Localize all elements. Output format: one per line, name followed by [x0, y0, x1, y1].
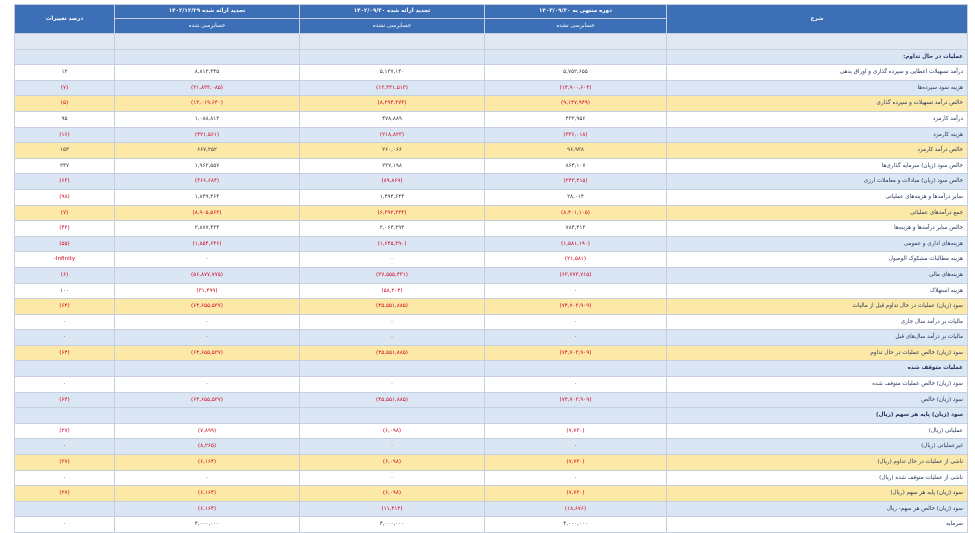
- row-change-percent: (۶۳): [15, 174, 115, 190]
- income-statement-table-container: [14, 4, 967, 533]
- row-value-current: [485, 361, 667, 377]
- table-row: [15, 174, 968, 190]
- row-value-restated-2: ۲,۸۷۷,۴۳۴: [115, 221, 300, 237]
- row-value-restated-2: ۶۶۷,۲۵۲: [115, 143, 300, 159]
- row-change-percent: ۱۰۰: [15, 283, 115, 299]
- row-value-restated-1: ۰: [300, 470, 485, 486]
- row-change-percent: ۰: [15, 439, 115, 455]
- table-row: [15, 455, 968, 471]
- row-description: خالص درآمد کارمزد: [667, 143, 968, 159]
- row-change-percent: (۶۴): [15, 345, 115, 361]
- row-value-restated-1: ۵,۱۳۷,۱۴۰: [300, 65, 485, 81]
- table-row: [15, 377, 968, 393]
- row-change-percent: [15, 49, 115, 65]
- row-description: ناشی از عملیات متوقف شده (ریال): [667, 470, 968, 486]
- row-description: مالیات بر درآمد سال جاری: [667, 314, 968, 330]
- table-row: [15, 221, 968, 237]
- row-description: سود (زیان) خالص: [667, 392, 968, 408]
- row-value-restated-1: ۲,۰۶۴,۳۹۴: [300, 221, 485, 237]
- row-change-percent: ۹۵: [15, 111, 115, 127]
- row-change-percent: ۱۵۳: [15, 143, 115, 159]
- row-value-current: ۴,۰۰۰,۰۰۰: [485, 517, 667, 533]
- row-value-restated-1: (۴۵,۵۵۱,۸۸۵): [300, 345, 485, 361]
- row-change-percent: (۱۶): [15, 127, 115, 143]
- row-change-percent: ۲۴۷: [15, 158, 115, 174]
- row-change-percent: (۶۴): [15, 392, 115, 408]
- row-value-restated-1: ۰: [300, 314, 485, 330]
- row-value-current: ۰: [485, 314, 667, 330]
- row-change-percent: ۰: [15, 470, 115, 486]
- row-value-restated-1: ۲۶۰,۰۶۶: [300, 143, 485, 159]
- row-value-restated-2: (۸,۹۰۵,۵۶۳): [115, 205, 300, 221]
- row-value-current: ۰: [485, 330, 667, 346]
- row-value-current: (۶۳,۷۷۳,۷۱۵): [485, 267, 667, 283]
- row-value-restated-2: ۰: [115, 377, 300, 393]
- row-value-current: (۲۱,۵۸۱): [485, 252, 667, 268]
- row-description: خالص درآمد تسهیلات و سپرده گذاری: [667, 96, 968, 112]
- row-change-percent: ۰: [15, 314, 115, 330]
- row-value-restated-2: (۱,۸۵۴,۶۴۶): [115, 236, 300, 252]
- table-row: [15, 423, 968, 439]
- row-value-restated-2: (۶,۱۶۴): [115, 501, 300, 517]
- row-description: ناشی از عملیات در حال تداوم (ریال): [667, 455, 968, 471]
- row-value-restated-2: ۸,۸۱۳,۴۴۵: [115, 65, 300, 81]
- row-change-percent: ۰: [15, 377, 115, 393]
- row-value-current: ۰: [485, 439, 667, 455]
- row-value-restated-1: ۲۳۷,۱۹۸: [300, 158, 485, 174]
- row-value-current: [485, 34, 667, 50]
- row-value-restated-2: (۷,۸۹۹): [115, 423, 300, 439]
- table-row: [15, 361, 968, 377]
- row-description: عملیاتی (ریال): [667, 423, 968, 439]
- row-value-restated-2: ۰: [115, 330, 300, 346]
- table-row: [15, 158, 968, 174]
- table-row: [15, 34, 968, 50]
- row-value-current: (۷,۷۳۰): [485, 423, 667, 439]
- row-value-restated-2: (۶,۱۶۴): [115, 455, 300, 471]
- row-value-restated-2: (۶۴,۶۵۵,۵۳۷): [115, 299, 300, 315]
- table-row: [15, 283, 968, 299]
- row-value-restated-1: (۸۹,۸۶۹): [300, 174, 485, 190]
- row-value-current: (۳۳۶,۰۱۸): [485, 127, 667, 143]
- row-value-restated-2: [115, 408, 300, 424]
- table-row: [15, 252, 968, 268]
- header-period-restated-2: تجدید ارائه شده ۱۴۰۲/۱۲/۲۹: [115, 5, 300, 19]
- row-description: خالص سود (زیان) مبادلات و معاملات ارزی: [667, 174, 968, 190]
- row-change-percent: (۲۷): [15, 423, 115, 439]
- row-value-current: ۷۸۴,۴۱۳: [485, 221, 667, 237]
- row-description: عملیات در حال تداوم:: [667, 49, 968, 65]
- row-change-percent: (۴۲): [15, 221, 115, 237]
- row-description: سرمایه: [667, 517, 968, 533]
- row-value-restated-1: (۸,۲۹۴,۳۷۳): [300, 96, 485, 112]
- income-statement-table: [14, 4, 968, 533]
- row-change-percent: (۷): [15, 80, 115, 96]
- row-description: سود (زیان) پایه هر سهم (ریال): [667, 486, 968, 502]
- row-value-current: (۷۴,۷۰۳,۹۰۹): [485, 299, 667, 315]
- table-row: [15, 49, 968, 65]
- row-value-restated-2: (۳۱,۴۹۹): [115, 283, 300, 299]
- row-value-current: (۷,۷۳۰): [485, 486, 667, 502]
- row-change-percent: ۱۲: [15, 65, 115, 81]
- row-change-percent: [15, 34, 115, 50]
- row-value-restated-1: ۰: [300, 330, 485, 346]
- table-row: [15, 314, 968, 330]
- header-period-restated-1: تجدید ارائه شده ۱۴۰۲/۰۹/۳۰: [300, 5, 485, 19]
- row-value-restated-2: ۴,۰۰۰,۰۰۰: [115, 517, 300, 533]
- table-row: [15, 439, 968, 455]
- header-row: [15, 5, 968, 19]
- row-value-restated-1: (۱,۶۴۵,۳۹۰): [300, 236, 485, 252]
- row-value-current: (۱۴,۹۰۰,۶۰۴): [485, 80, 667, 96]
- header-audit-status-restated-1: حسابرسی نشده: [300, 19, 485, 34]
- table-row: [15, 80, 968, 96]
- row-value-restated-1: (۵۸,۳۰۴): [300, 283, 485, 299]
- row-value-current: (۱۸,۶۷۶): [485, 501, 667, 517]
- row-value-restated-1: [300, 361, 485, 377]
- row-change-percent: [15, 408, 115, 424]
- row-value-restated-1: (۱۱,۴۱۳): [300, 501, 485, 517]
- row-description: غیرعملیاتی (ریال): [667, 439, 968, 455]
- row-change-percent: ۰: [15, 330, 115, 346]
- row-value-restated-1: (۳۷,۵۵۵,۴۳۱): [300, 267, 485, 283]
- row-description: عملیات متوقف شده: [667, 361, 968, 377]
- row-change-percent: [15, 501, 115, 517]
- table-row: [15, 189, 968, 205]
- row-value-restated-2: ۰: [115, 314, 300, 330]
- row-value-restated-2: [115, 361, 300, 377]
- row-value-current: ۰: [485, 283, 667, 299]
- row-value-current: (۷,۷۳۰): [485, 455, 667, 471]
- row-description: هزینه‌های مالی: [667, 267, 968, 283]
- header-description: شرح: [667, 5, 968, 34]
- table-row: [15, 345, 968, 361]
- row-value-restated-1: (۶,۰۹۸): [300, 423, 485, 439]
- row-description: سایر درآمدها و هزینه‌های عملیاتی: [667, 189, 968, 205]
- row-description: خالص سایر درآمدها و هزینه‌ها: [667, 221, 968, 237]
- row-value-restated-1: (۶,۳۹۲,۳۳۴): [300, 205, 485, 221]
- row-value-restated-2: (۴۲۱,۵۶۱): [115, 127, 300, 143]
- row-value-current: ۸۶۴,۱۰۷: [485, 158, 667, 174]
- row-value-restated-2: (۳۶۶,۶۸۴): [115, 174, 300, 190]
- row-value-restated-2: ۰: [115, 252, 300, 268]
- row-value-restated-1: ۰: [300, 377, 485, 393]
- row-value-restated-2: [115, 49, 300, 65]
- row-value-restated-2: (۶۴,۶۵۵,۵۳۷): [115, 392, 300, 408]
- row-value-current: [485, 49, 667, 65]
- row-value-restated-1: (۴۵,۵۵۱,۸۸۵): [300, 299, 485, 315]
- table-row: [15, 392, 968, 408]
- row-value-current: ۰: [485, 470, 667, 486]
- row-description: [667, 34, 968, 50]
- row-value-restated-2: ۱,۰۸۸,۸۱۳: [115, 111, 300, 127]
- row-value-restated-2: (۶,۱۶۴): [115, 486, 300, 502]
- row-value-restated-2: (۱۳,۰۱۹,۶۴۰): [115, 96, 300, 112]
- row-description: هزینه کارمزد: [667, 127, 968, 143]
- table-row: [15, 486, 968, 502]
- row-value-current: (۹,۱۴۷,۹۴۹): [485, 96, 667, 112]
- header-audit-status-current: حسابرسی نشده: [485, 19, 667, 34]
- row-value-restated-1: ۰: [300, 439, 485, 455]
- table-row: [15, 96, 968, 112]
- row-description: سود (زیان) خالص عملیات متوقف شده: [667, 377, 968, 393]
- row-value-restated-2: ۱,۹۶۳,۵۵۷: [115, 158, 300, 174]
- table-row: [15, 236, 968, 252]
- row-description: سود (زیان) عملیات در حال تداوم قبل از مالیات: [667, 299, 968, 315]
- row-change-percent: Infinity-: [15, 252, 115, 268]
- row-value-current: ۲۸,۰۱۴: [485, 189, 667, 205]
- row-value-current: (۲۴۳,۲۱۵): [485, 174, 667, 190]
- row-change-percent: (۲۷): [15, 486, 115, 502]
- row-description: درآمد تسهیلات اعطایی و سپرده گذاری و اوراق بدهی: [667, 65, 968, 81]
- row-value-current: (۸,۴۰۱,۱۰۵): [485, 205, 667, 221]
- row-value-current: (۷۴,۷۰۳,۹۰۹): [485, 345, 667, 361]
- row-change-percent: (۹۸): [15, 189, 115, 205]
- table-row: [15, 501, 968, 517]
- row-description: خالص سود (زیان) سرمایه گذاری‌ها: [667, 158, 968, 174]
- row-description: سود (زیان) خالص عملیات در حال تداوم: [667, 345, 968, 361]
- row-value-restated-1: ۴,۰۰۰,۰۰۰: [300, 517, 485, 533]
- table-row: [15, 330, 968, 346]
- row-value-current: (۷۴,۷۰۳,۹۰۹): [485, 392, 667, 408]
- row-value-restated-1: ۰: [300, 252, 485, 268]
- row-change-percent: (۶): [15, 267, 115, 283]
- row-value-restated-1: (۶,۰۹۸): [300, 455, 485, 471]
- row-value-restated-1: ۴۷۸,۸۸۹: [300, 111, 485, 127]
- row-change-percent: (۶۴): [15, 299, 115, 315]
- row-value-restated-1: (۶,۰۹۸): [300, 486, 485, 502]
- table-row: [15, 111, 968, 127]
- table-body: [15, 34, 968, 533]
- header-audit-status-restated-2: حسابرسی شده: [115, 19, 300, 34]
- row-value-current: ۴۳۲,۹۵۶: [485, 111, 667, 127]
- table-row: [15, 267, 968, 283]
- row-value-restated-2: ۰: [115, 470, 300, 486]
- row-value-restated-1: ۱,۴۹۴,۶۴۴: [300, 189, 485, 205]
- row-change-percent: [15, 361, 115, 377]
- row-description: درآمد کارمزد: [667, 111, 968, 127]
- row-description: سود (زیان) خالص هر سهم- ریال: [667, 501, 968, 517]
- table-row: [15, 65, 968, 81]
- row-value-restated-1: (۱۳,۴۳۱,۵۱۳): [300, 80, 485, 96]
- row-value-restated-2: (۵۶,۸۷۷,۷۷۵): [115, 267, 300, 283]
- row-description: هزینه استهلاک: [667, 283, 968, 299]
- row-description: هزینه‌های اداری و عمومی: [667, 236, 968, 252]
- row-description: جمع درآمدهای عملیاتی: [667, 205, 968, 221]
- row-description: سود (زیان) پایه هر سهم (ریال): [667, 408, 968, 424]
- row-value-restated-2: (۲۱,۸۳۳,۰۸۵): [115, 80, 300, 96]
- table-row: [15, 205, 968, 221]
- table-row: [15, 470, 968, 486]
- row-description: هزینه مطالبات مشکوک الوصول: [667, 252, 968, 268]
- row-value-restated-1: [300, 34, 485, 50]
- row-value-current: ۹۶,۹۳۸: [485, 143, 667, 159]
- row-value-restated-2: (۸,۲۶۵): [115, 439, 300, 455]
- row-description: مالیات بر درآمد سال‌های قبل: [667, 330, 968, 346]
- table-row: [15, 127, 968, 143]
- row-change-percent: (۷): [15, 205, 115, 221]
- row-value-current: ۰: [485, 377, 667, 393]
- row-value-current: (۱,۵۸۱,۱۹۰): [485, 236, 667, 252]
- row-value-restated-2: (۶۴,۶۵۵,۵۳۷): [115, 345, 300, 361]
- table-row: [15, 143, 968, 159]
- row-value-restated-1: [300, 49, 485, 65]
- table-row: [15, 299, 968, 315]
- row-change-percent: (۲۷): [15, 455, 115, 471]
- header-change-percent: درصد تغییرات: [15, 5, 115, 34]
- row-change-percent: (۵): [15, 96, 115, 112]
- row-value-restated-1: [300, 408, 485, 424]
- row-value-restated-2: ۱,۸۴۹,۴۶۴: [115, 189, 300, 205]
- row-description: هزینه سود سپرده‌ها: [667, 80, 968, 96]
- row-change-percent: ۰: [15, 517, 115, 533]
- row-value-restated-1: (۴۵,۵۵۱,۸۸۵): [300, 392, 485, 408]
- table-row: [15, 408, 968, 424]
- row-value-restated-2: [115, 34, 300, 50]
- header-period-current: دوره منتهی به ۱۴۰۳/۰۹/۳۰: [485, 5, 667, 19]
- row-change-percent: (۵۵): [15, 236, 115, 252]
- row-value-current: ۵,۷۵۲,۶۵۵: [485, 65, 667, 81]
- row-value-current: [485, 408, 667, 424]
- row-value-restated-1: (۲۱۸,۸۲۳): [300, 127, 485, 143]
